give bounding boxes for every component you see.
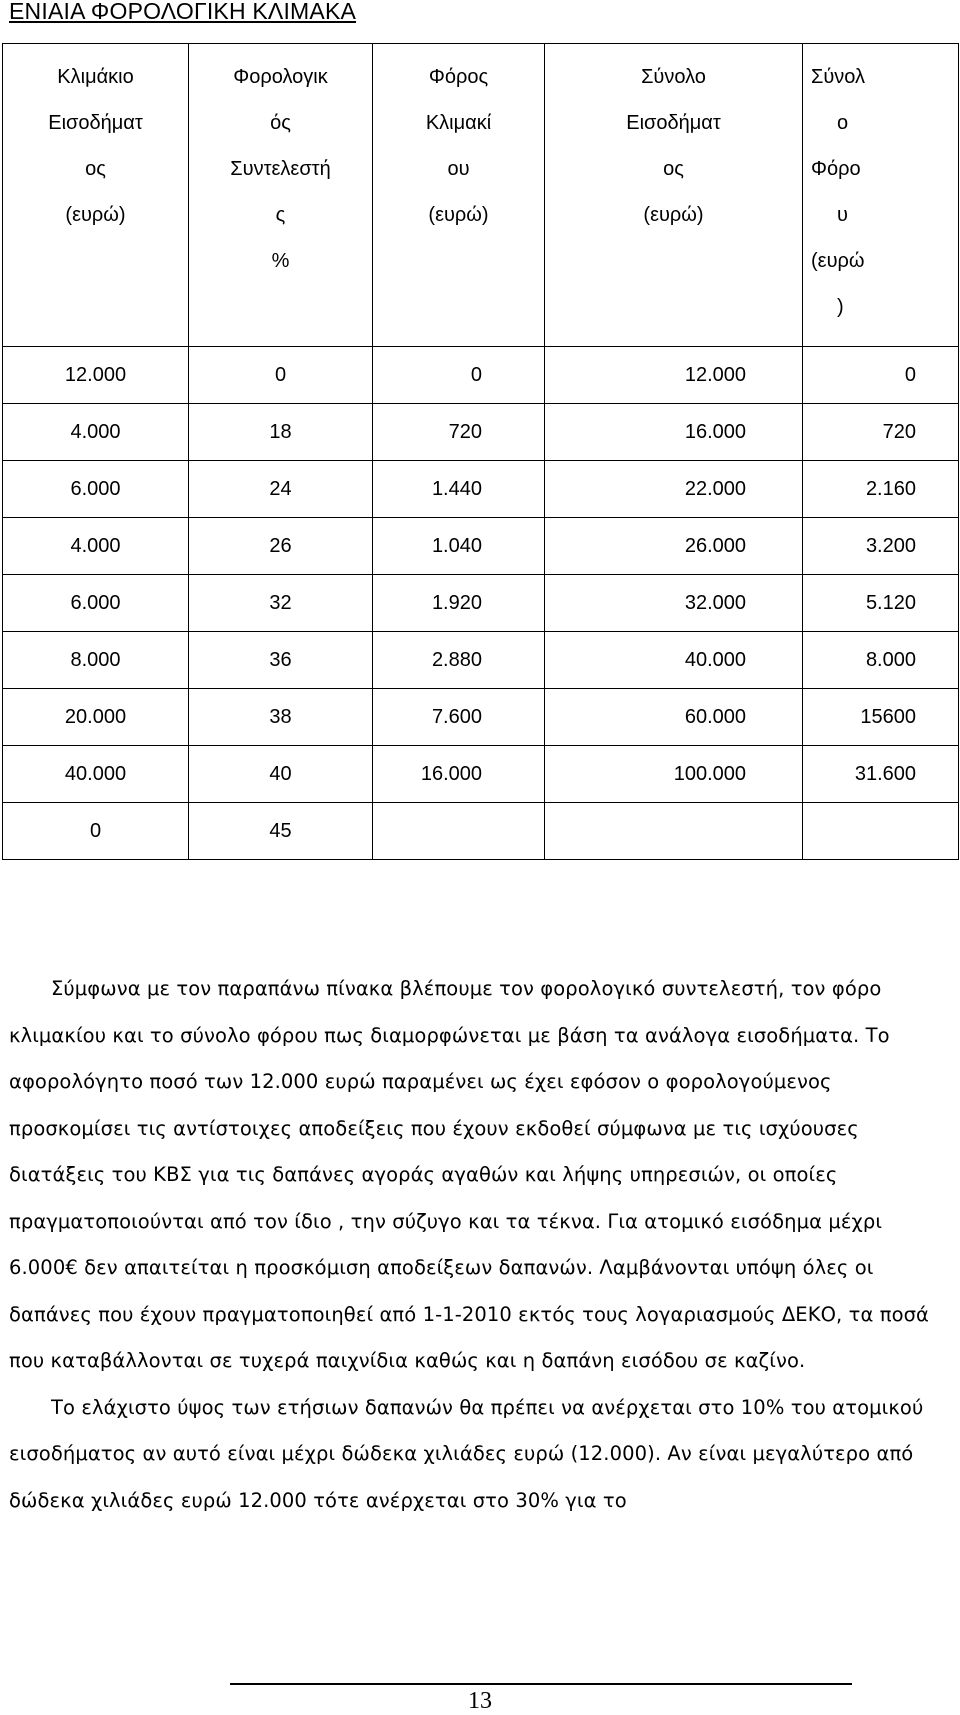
cell-tax-rate: 38	[189, 689, 373, 746]
cell-bracket-tax: 7.600	[373, 689, 545, 746]
header-text: )	[837, 296, 844, 318]
cell-total-income: 32.000	[545, 575, 803, 632]
table-row	[3, 632, 959, 689]
header-text: (ευρώ)	[65, 204, 126, 226]
cell-tax-rate: 18	[189, 404, 373, 461]
cell-bracket-tax	[373, 803, 545, 860]
table-row	[3, 575, 959, 632]
header-bracket-tax	[373, 44, 545, 347]
header-total-income	[545, 44, 803, 347]
footer-divider	[230, 1683, 852, 1685]
cell-tax-rate: 45	[189, 803, 373, 860]
header-text: %	[271, 250, 290, 272]
cell-total-tax	[803, 803, 959, 860]
cell-total-income: 22.000	[545, 461, 803, 518]
header-text: υ	[837, 204, 848, 226]
table-row	[3, 347, 959, 404]
cell-total-tax: 720	[803, 404, 959, 461]
header-text: Σύνολ	[811, 66, 866, 88]
cell-tax-rate: 40	[189, 746, 373, 803]
table-row	[3, 461, 959, 518]
page-number: 13	[468, 1688, 492, 1714]
cell-total-tax: 0	[803, 347, 959, 404]
cell-tax-rate: 36	[189, 632, 373, 689]
paragraph: Το ελάχιστο ύψος των ετήσιων δαπανών θα πρέπει να ανέρχεται στο 10% του ατομικού εισοδήματος αν αυτό είναι μέχρι δώδεκα χιλιάδες ευρώ (12.000). Αν είναι μεγαλύτερο από δώδεκα χιλιάδες ευρώ 12.000 τότε ανέρχεται στο 30% για το	[9, 1395, 924, 1512]
cell-tax-rate: 26	[189, 518, 373, 575]
header-text: (ευρώ)	[643, 204, 704, 226]
cell-bracket-tax: 0	[373, 347, 545, 404]
table-row	[3, 404, 959, 461]
cell-income-bracket: 40.000	[3, 746, 189, 803]
cell-income-bracket: 6.000	[3, 461, 189, 518]
paragraph: Σύμφωνα με τον παραπάνω πίνακα βλέπουμε τον φορολογικό συντελεστή, τον φόρο κλιμακίου και το σύνολο φόρου πως διαμορφώνεται με βάση τα ανάλογα εισοδήματα. Το αφορολόγητο ποσό των 12.000 ευρώ παραμένει ως έχει εφόσον ο φορολογούμενος προσκομίσει τις αντίστοιχες αποδείξεις που έχουν εκδοθεί σύμφωνα με τις ισχύουσες διατάξεις του ΚΒΣ για τις δαπάνες αγοράς αγαθών και λήψης υπηρεσιών, οι οποίες πραγματοποιούνται από τον ίδιο , την σύζυγο και τα τέκνα. Για ατομικό εισόδημα μέχρι 6.000€ δεν απαιτείται η προσκόμιση αποδείξεων δαπανών. Λαμβάνονται υπόψη όλες οι δαπάνες που έχουν πραγματοποιηθεί από 1-1-2010 εκτός τους λογαριασμούς ΔΕΚΟ, τα ποσά που καταβάλλονται σε τυχερά παιχνίδια καθώς και η δαπάνη εισόδου σε καζίνο.	[9, 977, 930, 1372]
header-text: ς	[275, 204, 286, 226]
cell-total-tax: 5.120	[803, 575, 959, 632]
cell-bracket-tax: 2.880	[373, 632, 545, 689]
header-text: Σύνολο	[641, 66, 706, 88]
header-text: ου	[447, 158, 470, 180]
cell-total-tax: 31.600	[803, 746, 959, 803]
table-row	[3, 746, 959, 803]
header-text: ος	[663, 158, 684, 180]
cell-total-income	[545, 803, 803, 860]
cell-total-income: 100.000	[545, 746, 803, 803]
table-row	[3, 803, 959, 860]
cell-income-bracket: 4.000	[3, 404, 189, 461]
cell-income-bracket: 4.000	[3, 518, 189, 575]
tax-scale-table	[2, 43, 959, 860]
cell-total-tax: 2.160	[803, 461, 959, 518]
body-text	[9, 966, 949, 1524]
header-text: Φόρος	[428, 66, 489, 88]
header-text: (ευρώ)	[428, 204, 489, 226]
header-text: (ευρώ	[811, 250, 865, 272]
header-text: Φόρο	[811, 158, 861, 180]
document-title: ΕΝΙΑΙΑ ΦΟΡΟΛΟΓΙΚΗ ΚΛΙΜΑΚΑ	[9, 0, 357, 24]
header-text: ός	[270, 112, 291, 134]
header-text: Εισοδήματ	[626, 112, 721, 134]
header-text: Φορολογικ	[233, 66, 328, 88]
cell-total-tax: 3.200	[803, 518, 959, 575]
header-text: Εισοδήματ	[48, 112, 143, 134]
cell-total-tax: 15600	[803, 689, 959, 746]
cell-total-income: 26.000	[545, 518, 803, 575]
cell-bracket-tax: 1.440	[373, 461, 545, 518]
cell-total-tax: 8.000	[803, 632, 959, 689]
header-text: Κλιμάκιο	[57, 66, 134, 88]
cell-income-bracket: 0	[3, 803, 189, 860]
cell-total-income: 16.000	[545, 404, 803, 461]
header-total-tax	[803, 44, 959, 347]
cell-tax-rate: 0	[189, 347, 373, 404]
cell-income-bracket: 8.000	[3, 632, 189, 689]
cell-bracket-tax: 16.000	[373, 746, 545, 803]
header-tax-rate	[189, 44, 373, 347]
table-header-row	[3, 44, 959, 347]
cell-tax-rate: 32	[189, 575, 373, 632]
cell-total-income: 40.000	[545, 632, 803, 689]
cell-total-income: 60.000	[545, 689, 803, 746]
cell-bracket-tax: 1.920	[373, 575, 545, 632]
cell-income-bracket: 20.000	[3, 689, 189, 746]
table-row	[3, 518, 959, 575]
header-income-bracket	[3, 44, 189, 347]
header-text: Συντελεστή	[230, 158, 331, 180]
cell-bracket-tax: 720	[373, 404, 545, 461]
cell-bracket-tax: 1.040	[373, 518, 545, 575]
cell-tax-rate: 24	[189, 461, 373, 518]
cell-income-bracket: 6.000	[3, 575, 189, 632]
header-text: Κλιμακί	[425, 112, 492, 134]
cell-income-bracket: 12.000	[3, 347, 189, 404]
cell-total-income: 12.000	[545, 347, 803, 404]
header-text: ο	[837, 112, 849, 134]
table-row	[3, 689, 959, 746]
header-text: ος	[85, 158, 106, 180]
